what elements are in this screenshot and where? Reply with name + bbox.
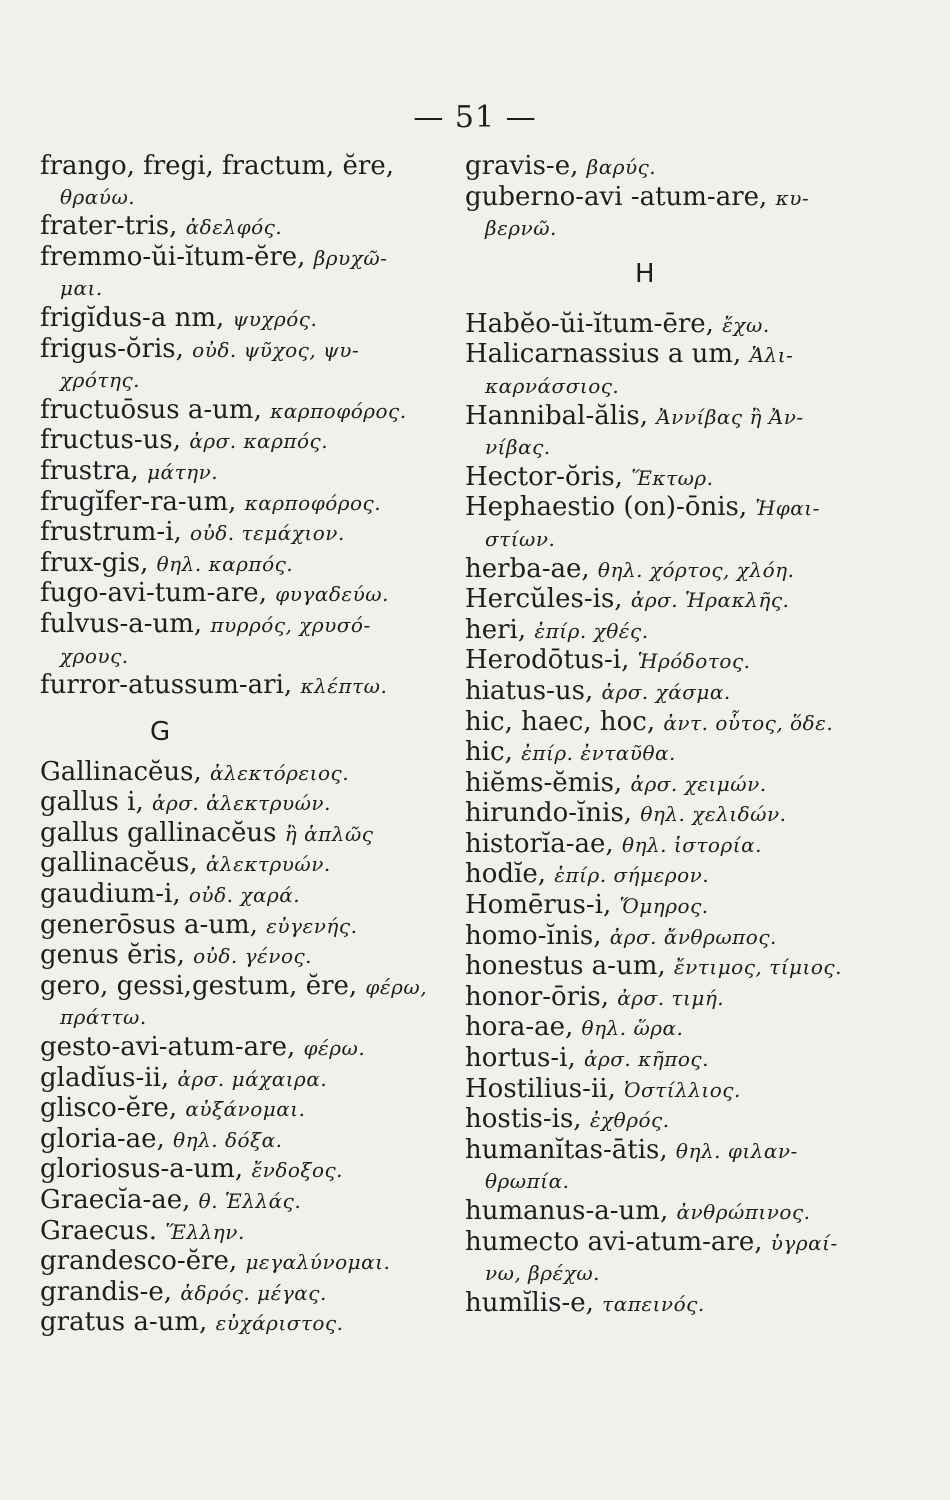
greek-translation: μεγαλύνομαι.	[245, 1250, 391, 1275]
greek-translation: νίβας.	[485, 435, 551, 460]
greek-translation: βαρύς.	[586, 155, 657, 179]
dictionary-entry	[40, 1155, 460, 1186]
dictionary-entry	[40, 911, 460, 942]
greek-translation: Ἡρόδοτος.	[637, 649, 751, 674]
right-column	[465, 152, 925, 1319]
dictionary-entry-continuation	[40, 1002, 460, 1033]
latin-headword: generōsus a-um,	[40, 909, 258, 940]
dictionary-entry	[465, 860, 925, 891]
latin-headword: gladĭus-ii,	[40, 1062, 170, 1093]
dictionary-entry	[465, 1075, 925, 1106]
entries-g-continued	[465, 152, 925, 244]
greek-translation: οὐδ. ψῦχος, ψυ-	[192, 337, 360, 362]
section-heading-h: H	[635, 258, 655, 289]
latin-headword: Halicarnassius a um,	[465, 339, 742, 370]
dictionary-entry-continuation	[465, 432, 925, 463]
dictionary-entry	[465, 677, 925, 708]
greek-translation: ψυχρός.	[232, 306, 318, 331]
greek-translation: οὐδ. τεμάχιον.	[190, 521, 345, 546]
latin-headword: Herodōtus-i,	[465, 645, 630, 676]
latin-headword: frango, fregi, fractum, ĕre,	[40, 151, 395, 181]
dictionary-entry	[465, 340, 925, 371]
latin-headword: frustra,	[40, 455, 139, 486]
dictionary-entry	[40, 1094, 460, 1125]
greek-translation: ἀντ. οὗτος, ὅδε.	[663, 710, 834, 735]
latin-headword: fructus-us,	[40, 425, 182, 456]
greek-translation: ἀρσ. ἄνθρωπος.	[609, 924, 777, 949]
greek-translation: Ἁλι-	[749, 343, 794, 368]
latin-headword: Graecĭa-ae,	[40, 1185, 191, 1215]
latin-headword: hostis-is,	[465, 1104, 582, 1135]
dictionary-entry	[40, 488, 460, 519]
greek-translation: εὐχάριστος.	[215, 1311, 344, 1336]
latin-headword: humĭlis-e,	[465, 1287, 594, 1318]
dictionary-entry	[40, 426, 460, 457]
greek-translation: μάτην.	[147, 459, 219, 484]
latin-headword: gloria-ae,	[40, 1123, 165, 1154]
greek-translation: στίων.	[485, 526, 556, 551]
greek-translation: Ἕλλην.	[165, 1219, 245, 1244]
dictionary-entry	[465, 463, 925, 494]
latin-headword: gallinacĕus,	[40, 848, 198, 879]
latin-headword: gaudium-i,	[40, 879, 181, 910]
dictionary-entry	[465, 769, 925, 800]
greek-translation: θηλ. φιλαν-	[675, 1138, 798, 1163]
dictionary-entry	[40, 941, 460, 972]
latin-headword: Hostilius-ii,	[465, 1073, 616, 1104]
dictionary-entry-continuation	[40, 182, 460, 213]
latin-headword: hirundo-ĭnis,	[465, 798, 633, 829]
latin-headword: fulvus-a-um,	[40, 608, 203, 639]
dictionary-entry	[465, 555, 925, 586]
latin-headword: frustrum-i,	[40, 517, 182, 548]
dictionary-entry	[465, 1289, 925, 1320]
latin-headword: honor-ōris,	[465, 981, 610, 1012]
entries-f	[40, 152, 460, 702]
greek-translation: ἔντιμος, τίμιος.	[673, 955, 842, 980]
dictionary-entry	[40, 1064, 460, 1095]
greek-translation: ἀνθρώπινος.	[676, 1200, 811, 1224]
latin-headword: gloriosus-a-um,	[40, 1154, 244, 1185]
dictionary-entry	[465, 152, 925, 183]
greek-translation: θρωπία.	[485, 1169, 570, 1194]
dictionary-entry	[465, 1136, 925, 1167]
latin-headword: herba-ae,	[465, 553, 590, 584]
latin-headword: Hannibal-ălis,	[465, 400, 648, 431]
dictionary-entry	[465, 1228, 925, 1259]
latin-headword: frux-gis,	[40, 547, 149, 578]
dictionary-entry	[40, 819, 460, 850]
latin-headword: grandis-e,	[40, 1276, 173, 1307]
dictionary-entry	[40, 335, 460, 366]
dictionary-entry	[40, 396, 460, 427]
dictionary-entry-continuation	[40, 273, 460, 304]
greek-translation: φυγαδεύω.	[275, 582, 389, 607]
dictionary-entry	[40, 880, 460, 911]
greek-translation: ἐπίρ. χθές.	[534, 618, 649, 643]
greek-translation: εὐγενής.	[266, 913, 358, 938]
dictionary-entry	[465, 1105, 925, 1136]
latin-headword: Habĕo-ŭi-ĭtum-ēre,	[465, 308, 714, 339]
greek-translation: αὐξάνομαι.	[185, 1097, 306, 1122]
left-column	[40, 152, 460, 1339]
latin-headword: gesto-avi-atum-are,	[40, 1032, 296, 1063]
latin-headword: honestus a-um,	[465, 951, 666, 982]
dictionary-entry	[40, 518, 460, 549]
latin-headword: hic,	[465, 737, 513, 768]
latin-headword: heri,	[465, 614, 527, 645]
latin-headword: homo-ĭnis,	[465, 920, 602, 951]
latin-headword: hic, haec, hoc,	[465, 706, 656, 737]
dictionary-entry	[40, 212, 460, 243]
greek-translation: ἀρσ. χειμών.	[630, 771, 767, 796]
greek-translation: ἀλεκτόρειος.	[210, 760, 350, 785]
latin-headword: hodĭe,	[465, 859, 547, 890]
latin-headword: fugo-avi-tum-are,	[40, 578, 267, 609]
greek-translation: θ. Ἑλλάς.	[198, 1189, 302, 1213]
dictionary-entry-continuation	[40, 641, 460, 672]
greek-translation: Ἀννίβας ἢ Ἀν-	[656, 404, 804, 429]
dictionary-entry	[465, 830, 925, 861]
latin-headword: gallus i,	[40, 787, 144, 818]
latin-headword: Hector-ŏris,	[465, 461, 623, 492]
greek-translation: νω, βρέχω.	[485, 1261, 601, 1286]
dictionary-entry	[465, 493, 925, 524]
latin-headword: furror-atussum-ari,	[40, 670, 293, 701]
greek-translation: Ἡφαι-	[755, 496, 820, 521]
greek-translation: μαι.	[60, 276, 103, 301]
dictionary-entry-continuation	[465, 1166, 925, 1197]
dictionary-entry	[40, 758, 460, 789]
latin-headword: gero, gessi,gestum, ĕre,	[40, 970, 358, 1001]
dictionary-entry-continuation	[465, 213, 925, 244]
dictionary-entry	[40, 610, 460, 641]
latin-headword: grandesco-ĕre,	[40, 1246, 238, 1277]
latin-headword: humanĭtas-ātis,	[465, 1134, 668, 1165]
dictionary-entry	[40, 457, 460, 488]
latin-headword: fructuōsus a-um,	[40, 394, 262, 425]
greek-translation: θηλ. καρπός.	[156, 551, 294, 576]
greek-translation: ἔνδοξος.	[251, 1158, 344, 1183]
dictionary-entry	[40, 1278, 460, 1309]
dictionary-entry	[465, 183, 925, 214]
dictionary-entry	[40, 152, 460, 182]
latin-headword: hora-ae,	[465, 1012, 574, 1043]
dictionary-entry	[40, 1247, 460, 1278]
dictionary-entry-continuation	[465, 371, 925, 402]
dictionary-entry	[465, 922, 925, 953]
greek-translation: χρους.	[60, 643, 129, 668]
greek-translation: ἁδρός. μέγας.	[180, 1280, 327, 1305]
greek-translation: ἀλεκτρυών.	[205, 852, 331, 877]
latin-headword: Homērus-i,	[465, 890, 612, 921]
greek-translation: οὐδ. γένος.	[193, 944, 313, 969]
greek-translation: ἀρσ. τιμή.	[617, 985, 725, 1010]
greek-translation: ἀδελφός.	[185, 215, 283, 240]
dictionary-entry-continuation	[465, 524, 925, 555]
latin-headword: gallus gallinacĕus	[40, 817, 277, 848]
dictionary-entry	[465, 738, 925, 769]
greek-translation: ἀρσ. ἀλεκτρυών.	[151, 791, 331, 816]
dictionary-entry	[465, 1013, 925, 1044]
dictionary-entry	[465, 952, 925, 983]
greek-translation: Ἕκτωρ.	[631, 465, 714, 490]
greek-translation: ἐπίρ. σήμερον.	[554, 863, 710, 888]
latin-headword: humanus-a-um,	[465, 1196, 669, 1226]
latin-headword: frugĭfer-ra-um,	[40, 486, 237, 517]
dictionary-entry-continuation	[40, 365, 460, 396]
greek-translation: θηλ. ὥρα.	[581, 1016, 684, 1041]
dictionary-entry	[40, 671, 460, 702]
greek-translation: ἐπίρ. ἐνταῦθα.	[521, 741, 676, 766]
latin-headword: glisco-ĕre,	[40, 1093, 178, 1124]
greek-translation: οὐδ. χαρά.	[188, 883, 301, 908]
latin-headword: historĭa-ae,	[465, 828, 614, 859]
dictionary-entry	[40, 579, 460, 610]
greek-translation: θηλ. ἱστορία.	[621, 832, 762, 857]
greek-translation: θραύω.	[60, 184, 136, 209]
greek-translation: καρποφόρος.	[244, 490, 382, 515]
dictionary-entry	[40, 1308, 460, 1339]
latin-headword: gratus a-um,	[40, 1307, 208, 1338]
dictionary-entry-continuation	[465, 1258, 925, 1289]
greek-translation: ἀρσ. κῆπος.	[584, 1047, 709, 1072]
greek-translation: ἐχθρός.	[589, 1108, 670, 1133]
latin-headword: fremmo-ŭi-ĭtum-ĕre,	[40, 241, 306, 272]
dictionary-entry	[465, 310, 925, 341]
section-heading-g: G	[150, 716, 171, 747]
latin-headword: Hephaestio (on)-ōnis,	[465, 492, 748, 523]
entries-g	[40, 758, 460, 1339]
greek-translation: χρότης.	[60, 368, 141, 393]
dictionary-entry	[40, 1125, 460, 1156]
latin-headword: Graecus.	[40, 1215, 157, 1246]
greek-translation: πυρρός, χρυσό-	[210, 612, 371, 637]
greek-translation: θηλ. χελιδών.	[640, 802, 787, 827]
dictionary-entry	[465, 891, 925, 922]
greek-translation: ἢ ἁπλῶς	[284, 821, 374, 846]
latin-headword: Gallinacĕus,	[40, 756, 202, 787]
greek-translation: θηλ. χόρτος, χλόη.	[597, 557, 795, 582]
greek-translation: ταπεινός.	[602, 1291, 705, 1316]
greek-translation: βρυχῶ-	[313, 245, 388, 270]
dictionary-entry	[465, 708, 925, 739]
greek-translation: καρποφόρος.	[270, 398, 407, 423]
latin-headword: hiĕms-ĕmis,	[465, 767, 623, 798]
greek-translation: κυ-	[775, 185, 810, 210]
greek-translation: πράττω.	[60, 1005, 147, 1030]
dictionary-entry	[465, 585, 925, 616]
greek-translation: καρνάσσιος.	[485, 373, 620, 398]
dictionary-entry	[40, 1033, 460, 1064]
greek-translation: ἀρσ. Ἡρακλῆς.	[630, 588, 790, 613]
greek-translation: Ὀστίλλιος.	[624, 1077, 741, 1102]
dictionary-entry	[40, 972, 460, 1003]
dictionary-entry	[465, 799, 925, 830]
dictionary-entry	[40, 1186, 460, 1217]
dictionary-entry	[465, 983, 925, 1014]
entries-h	[465, 310, 925, 1320]
greek-translation: Ὅμηρος.	[619, 894, 709, 919]
dictionary-entry	[465, 402, 925, 433]
latin-headword: genus ĕris,	[40, 940, 185, 971]
greek-translation: φέρω.	[303, 1036, 366, 1061]
latin-headword: guberno-avi -atum-are,	[465, 181, 768, 212]
dictionary-entry	[465, 616, 925, 647]
latin-headword: hiatus-us,	[465, 675, 594, 706]
greek-translation: ἀρσ. μάχαιρα.	[177, 1066, 328, 1091]
greek-translation: ἀρσ. χάσμα.	[601, 679, 731, 704]
dictionary-entry	[40, 849, 460, 880]
dictionary-entry	[40, 788, 460, 819]
latin-headword: frigus-ŏris,	[40, 333, 184, 364]
dictionary-entry	[465, 1197, 925, 1228]
greek-translation: ἔχω.	[722, 312, 770, 337]
greek-translation: θηλ. δόξα.	[173, 1127, 283, 1152]
dictionary-entry	[40, 549, 460, 580]
dictionary-entry	[465, 1044, 925, 1075]
latin-headword: humecto avi-atum-are,	[465, 1226, 763, 1257]
dictionary-entry	[40, 1217, 460, 1248]
latin-headword: Hercŭles-is,	[465, 584, 623, 615]
greek-translation: κλέπτω.	[300, 674, 388, 699]
greek-translation: βερνῶ.	[485, 216, 557, 241]
page-number: — 51 —	[413, 100, 537, 135]
latin-headword: gravis-e,	[465, 151, 579, 181]
greek-translation: φέρω,	[365, 974, 428, 999]
greek-translation: ἀρσ. καρπός.	[189, 429, 329, 454]
latin-headword: frigĭdus-a nm,	[40, 302, 225, 333]
latin-headword: frater-tris,	[40, 211, 178, 242]
latin-headword: hortus-i,	[465, 1043, 576, 1074]
dictionary-entry	[40, 304, 460, 335]
greek-translation: ὑγραί-	[770, 1230, 838, 1255]
dictionary-entry	[40, 243, 460, 274]
dictionary-entry	[465, 646, 925, 677]
